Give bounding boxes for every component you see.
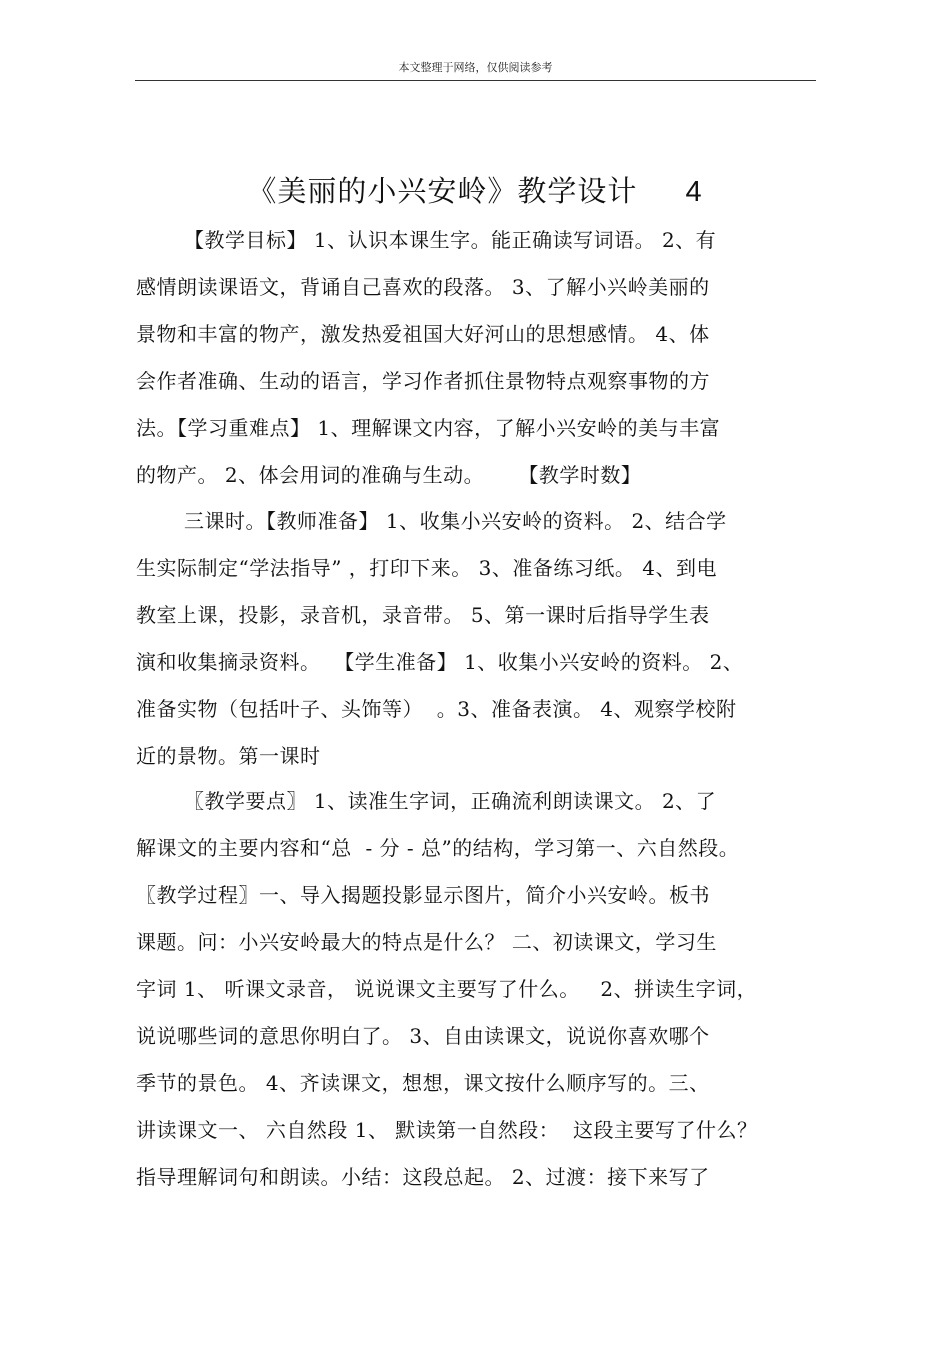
title-text: 《美丽的小兴安岭》教学设计 [247, 174, 638, 209]
text-line: 字词 1、 听课文录音， 说说课文主要写了什么。 2、拼读生字词， [136, 977, 758, 1001]
text-line: 近的景物。第一课时 [136, 744, 321, 768]
paragraph-preparation [136, 498, 786, 780]
text-line: 感情朗读课语文，背诵自己喜欢的段落。 3、了解小兴岭美丽的 [136, 275, 710, 299]
text-line: 讲读课文一、 六自然段 1、 默读第一自然段： 这段主要写了什么？ [136, 1118, 758, 1142]
document-title [0, 169, 950, 214]
text-line: 季节的景色。 4、齐读课文，想想，课文按什么顺序写的。三、 [136, 1071, 710, 1095]
text-line: 会作者准确、生动的语言，学习作者抓住景物特点观察事物的方 [136, 369, 710, 393]
text-line: 解课文的主要内容和“总 - 分 - 总”的结构，学习第一、六自然段。 [136, 836, 740, 860]
header-divider [135, 80, 816, 81]
text-line: 教室上课，投影，录音机，录音带。 5、第一课时后指导学生表 [136, 603, 710, 627]
text-line: 景物和丰富的物产，激发热爱祖国大好河山的思想感情。 4、体 [136, 322, 710, 346]
text-line: 的物产。 2、体会用词的准确与生动。 【教学时数】 [136, 463, 642, 487]
text-line: 〖教学要点〗 1、读准生字词，正确流利朗读课文。 2、了 [184, 789, 717, 813]
title-number: 4 [685, 176, 703, 209]
page-header: 本文整理于网络，仅供阅读参考 [398, 61, 553, 74]
text-line: 法。【学习重难点】 1、理解课文内容，了解小兴安岭的美与丰富 [136, 416, 721, 440]
paragraph-objectives [136, 217, 786, 499]
text-line: 〖教学过程〗一、导入揭题投影显示图片，简介小兴安岭。板书 [136, 883, 710, 907]
text-line: 生实际制定“学法指导” ，打印下来。 3、准备练习纸。 4、到电 [136, 556, 717, 580]
text-line: 【教学目标】 1、认识本课生字。能正确读写词语。 2、有 [184, 228, 717, 252]
text-line: 课题。问：小兴安岭最大的特点是什么？ 二、初读课文，学习生 [136, 930, 717, 954]
text-line: 说说哪些词的意思你明白了。 3、自由读课文，说说你喜欢哪个 [136, 1024, 710, 1048]
text-line: 三课时。【教师准备】 1、收集小兴安岭的资料。 2、结合学 [184, 509, 727, 533]
paragraph-first-lesson [136, 778, 786, 1201]
text-line: 准备实物（包括叶子、头饰等） 。3、准备表演。 4、观察学校附 [136, 697, 737, 721]
text-line: 指导理解词句和朗读。小结：这段总起。 2、过渡：接下来写了 [136, 1165, 710, 1189]
text-line: 演和收集摘录资料。 【学生准备】 1、收集小兴安岭的资料。 2、 [136, 650, 744, 674]
